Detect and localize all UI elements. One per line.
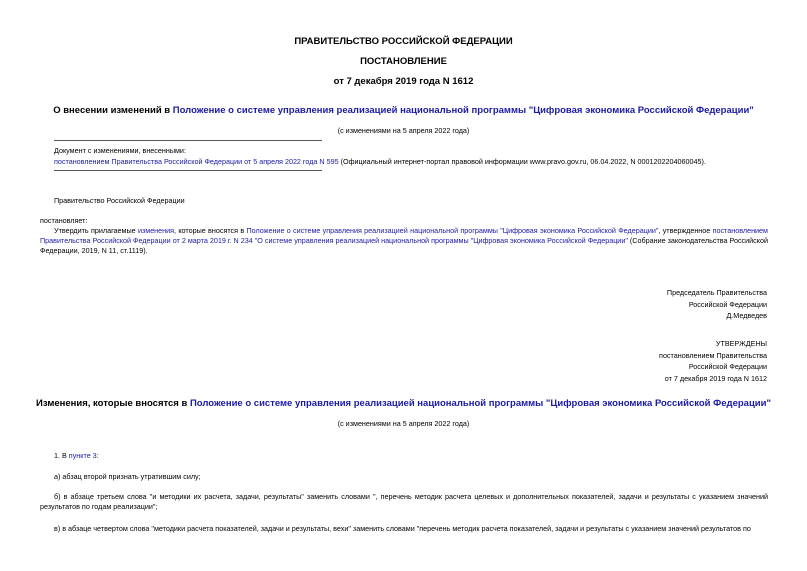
- paragraph-1: [40, 226, 768, 256]
- p1-text-a: Утвердить прилагаемые: [54, 226, 138, 235]
- divider-bottom: [54, 170, 322, 171]
- title-prefix: О внесении изменений в: [53, 105, 173, 116]
- approval-label: УТВЕРЖДЕНЫ: [715, 339, 767, 348]
- changes-source: [54, 157, 774, 166]
- item-c: в) в абзаце четвертом слова "методики расчета показателей, задачи и результаты, вехи" заменить словами "перечень методик расчета показателей, задачи и результаты с указанием значений результатов по: [54, 524, 751, 533]
- government-heading: ПРАВИТЕЛЬСТВО РОССИЙСКОЙ ФЕДЕРАЦИИ: [294, 36, 513, 47]
- changes-note: (с изменениями на 5 апреля 2022 года): [337, 419, 470, 428]
- p1-link-regulation[interactable]: Положение о системе управления реализацией национальной программы "Цифровая экономика Российской Федерации": [246, 226, 659, 235]
- document-title: [0, 105, 807, 116]
- amend-note: (с изменениями на 5 апреля 2022 года): [337, 126, 470, 135]
- signature-country: Российской Федерации: [688, 299, 767, 309]
- signature-name: Д.Медведев: [726, 311, 767, 320]
- changes-source-link[interactable]: постановлением Правительства Российской Федерации от 5 апреля 2022 года N 595: [54, 157, 339, 166]
- p1-text-b: , которые вносятся в: [174, 226, 247, 235]
- document-type: ПОСТАНОВЛЕНИЕ: [360, 56, 447, 67]
- item-1-text-b: :: [96, 451, 99, 460]
- approval-date: от 7 декабря 2019 года N 1612: [664, 373, 767, 383]
- item-1: [54, 451, 99, 460]
- p1-text-c: , утвержденное: [658, 226, 713, 235]
- changes-title-prefix: Изменения, которые вносятся в: [36, 398, 190, 409]
- p1-text-d: (Собрание законодательства Российской Федерации, 2019, N 11, ст.1119).: [40, 236, 769, 255]
- divider-top: [54, 140, 322, 141]
- changes-title: [0, 398, 807, 409]
- signature-block: [667, 287, 767, 322]
- approval-by: постановлением Правительства: [659, 350, 767, 360]
- issuer: Правительство Российской Федерации: [54, 196, 185, 205]
- item-1-link[interactable]: пункте 3: [68, 451, 97, 460]
- date-number: от 7 декабря 2019 года N 1612: [333, 76, 474, 87]
- changes-source-rest: (Официальный интернет-портал правовой информации www.pravo.gov.ru, 06.04.2022, N 0001202204060045).: [338, 157, 706, 166]
- approval-block: [659, 338, 767, 384]
- item-b: б) в абзаце третьем слова "и методики их расчета, задачи, результаты" заменить словами ", перечень методик расчета целевых и дополнительных показателей, задачи и результаты с указанием значений результатов по годам реализации";: [40, 492, 768, 511]
- changes-title-link[interactable]: Положение о системе управления реализацией национальной программы "Цифровая экономика Российской Федерации": [189, 398, 771, 409]
- approval-country: Российской Федерации: [688, 362, 767, 371]
- resolves: постановляет:: [40, 216, 88, 225]
- p1-link-resolution[interactable]: постановлением Правительства Российской Федерации от 2 марта 2019 г. N 234 "О системе управления реализацией национальной программы "Цифровая экономика Российской Федерации": [40, 226, 768, 245]
- signature-title: Председатель Правительства: [666, 288, 767, 297]
- item-1-text-a: 1. В: [54, 451, 69, 460]
- item-a: а) абзац второй признать утратившим силу;: [54, 472, 201, 481]
- title-link[interactable]: Положение о системе управления реализацией национальной программы "Цифровая экономика Российской Федерации": [172, 105, 754, 116]
- changes-label: Документ с изменениями, внесенными:: [54, 146, 186, 155]
- p1-link-changes[interactable]: изменения: [137, 226, 175, 235]
